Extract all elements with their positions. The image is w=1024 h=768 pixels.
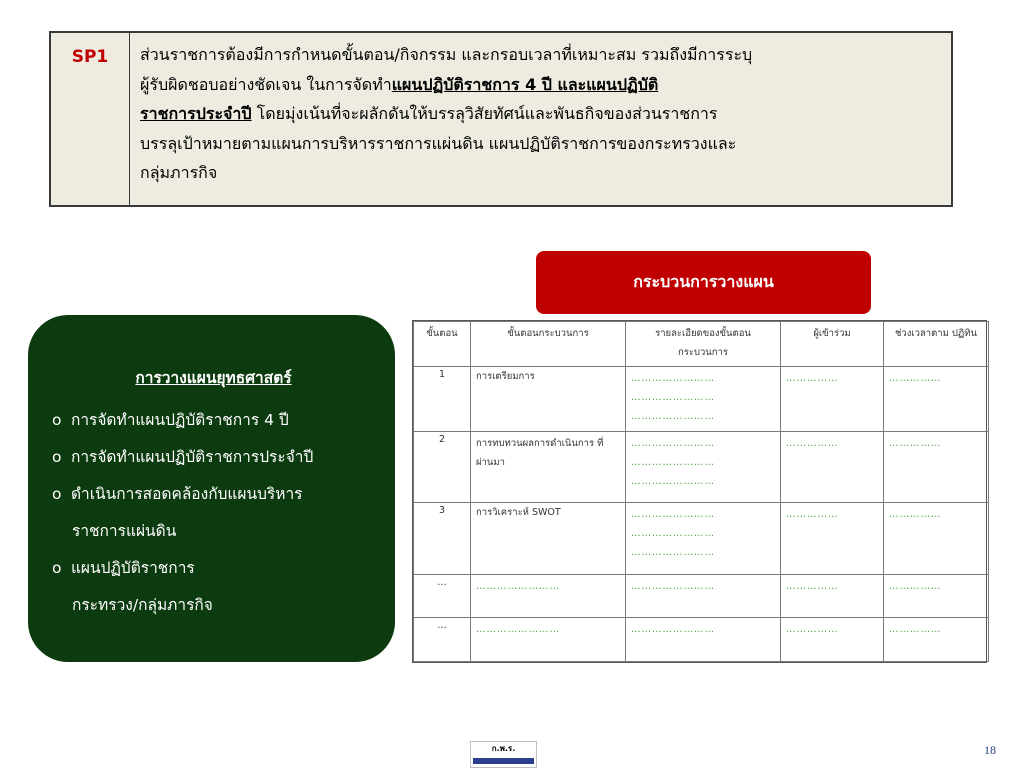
- sp-line-2-underline: แผนปฏิบัติราชการ 4 ปี และแผนปฏิบัติ: [391, 74, 659, 94]
- sp-line-3-text: โดยมุ่งเน้นที่จะผลักดันให้บรรลุวิสัยทัศน์และพันธกิจของส่วนราชการ: [251, 104, 718, 123]
- bullet-icon: o: [52, 411, 62, 429]
- table-row: [414, 432, 989, 503]
- sp-line-4: บรรลุเป้าหมายตามแผนการบริหารราชการแผ่นดิน แผนปฏิบัติราชการของกระทรวงและ: [140, 133, 737, 153]
- step-schedule: [884, 574, 989, 618]
- step-schedule: [884, 367, 989, 432]
- header-step: ขั้นตอน: [414, 322, 471, 367]
- header-schedule: ช่วงเวลาตาม ปฏิทิน: [884, 322, 989, 367]
- table-row: [414, 503, 989, 574]
- dots: ……………………: [631, 624, 715, 636]
- dots: ……………………: [631, 438, 715, 450]
- step-process: การวิเคราะห์ SWOT: [471, 503, 626, 574]
- step-schedule: [884, 618, 989, 662]
- step-participants: [781, 574, 884, 618]
- step-participants: [781, 618, 884, 662]
- step-participants: [781, 503, 884, 574]
- strategy-title: การวางแผนยุทธศาสตร์: [135, 369, 292, 387]
- step-details: [626, 618, 781, 662]
- step-process: การเตรียมการ: [471, 367, 626, 432]
- strategy-item: [52, 439, 375, 476]
- opdc-logo: [470, 741, 537, 768]
- step-process: [471, 618, 626, 662]
- step-process: การทบทวนผลการดำเนินการ ที่ผ่านมา: [471, 432, 626, 503]
- step-details: [626, 432, 781, 503]
- dots: ……………………: [631, 528, 715, 540]
- strategy-item: [52, 476, 375, 513]
- step-participants: [781, 367, 884, 432]
- header-details: รายละเอียดของขั้นตอน กระบวนการ: [626, 322, 781, 367]
- strategy-item-text: แผนปฏิบัติราชการ: [70, 559, 195, 577]
- dots: ……………………: [631, 509, 715, 521]
- dots: ……………………: [631, 411, 715, 422]
- table-row: [414, 618, 989, 662]
- sp-line-3-underline: ราชการประจำปี: [140, 104, 252, 123]
- dots: ……………………: [476, 624, 560, 636]
- dots: ……………………: [631, 580, 715, 592]
- dots: ……………………: [631, 457, 715, 469]
- strategy-item: [52, 550, 375, 587]
- strategy-item-continuation: ราชการแผ่นดิน: [72, 522, 177, 540]
- logo-band: [473, 758, 534, 764]
- step-number: …: [414, 618, 471, 662]
- step-number: 1: [414, 367, 471, 432]
- dots: ……………: [889, 624, 942, 636]
- bullet-icon: o: [52, 448, 62, 466]
- sp-description: [130, 33, 951, 205]
- table-row: [414, 574, 989, 618]
- sp-line-3: [140, 99, 941, 129]
- strategy-panel: [28, 315, 395, 662]
- step-schedule: [884, 503, 989, 574]
- header-process: ขั้นตอนกระบวนการ: [471, 322, 626, 367]
- process-table: [412, 320, 987, 663]
- dots: ……………: [889, 373, 942, 384]
- step-number: …: [414, 574, 471, 618]
- logo-text: ก.พ.ร.: [491, 744, 516, 753]
- dots: ……………………: [631, 373, 715, 384]
- step-number: 3: [414, 503, 471, 574]
- step-details: [626, 503, 781, 574]
- strategy-item-continuation: กระทรวง/กลุ่มภารกิจ: [72, 596, 213, 614]
- page-number: 18: [984, 743, 996, 757]
- dots: ……………: [889, 580, 942, 592]
- table-header-row: [414, 322, 989, 367]
- dots: ……………………: [631, 392, 715, 403]
- sp-line-2-text: ผู้รับผิดชอบอย่างชัดเจน ในการจัดทำ: [140, 74, 392, 94]
- step-process: [471, 574, 626, 618]
- strategy-item-text: การจัดทำแผนปฏิบัติราชการ 4 ปี: [70, 411, 289, 429]
- dots: ……………: [889, 438, 942, 450]
- sp1-box: [49, 31, 953, 207]
- planning-process-header: กระบวนการวางแผน: [536, 251, 871, 314]
- step-number: 2: [414, 432, 471, 503]
- header-participants: ผู้เข้าร่วม: [781, 322, 884, 367]
- strategy-item-text: การจัดทำแผนปฏิบัติราชการประจำปี: [70, 448, 314, 466]
- dots: ……………………: [476, 580, 560, 592]
- dots: ……………: [786, 373, 839, 384]
- dots: ……………………: [631, 547, 715, 559]
- dots: ……………………: [631, 476, 715, 488]
- dots: ……………: [786, 624, 839, 636]
- step-details: [626, 367, 781, 432]
- step-details: [626, 574, 781, 618]
- sp-line-1: ส่วนราชการต้องมีการกำหนดขั้นตอน/กิจกรรม และกรอบเวลาที่เหมาะสม รวมถึงมีการระบุ: [140, 45, 753, 64]
- table-row: [414, 367, 989, 432]
- sp-line-5: กลุ่มภารกิจ: [140, 163, 218, 182]
- dots: ……………: [786, 438, 839, 450]
- strategy-item-text: ดำเนินการสอดคล้องกับแผนบริหาร: [70, 485, 303, 503]
- dots: ……………: [889, 509, 942, 521]
- dots: ……………: [786, 509, 839, 521]
- step-schedule: [884, 432, 989, 503]
- sp-line-2: [140, 70, 941, 100]
- step-participants: [781, 432, 884, 503]
- strategy-item: [52, 402, 375, 439]
- bullet-icon: o: [52, 485, 62, 503]
- dots: ……………: [786, 580, 839, 592]
- bullet-icon: o: [52, 559, 62, 577]
- sp-code: SP1: [51, 33, 130, 205]
